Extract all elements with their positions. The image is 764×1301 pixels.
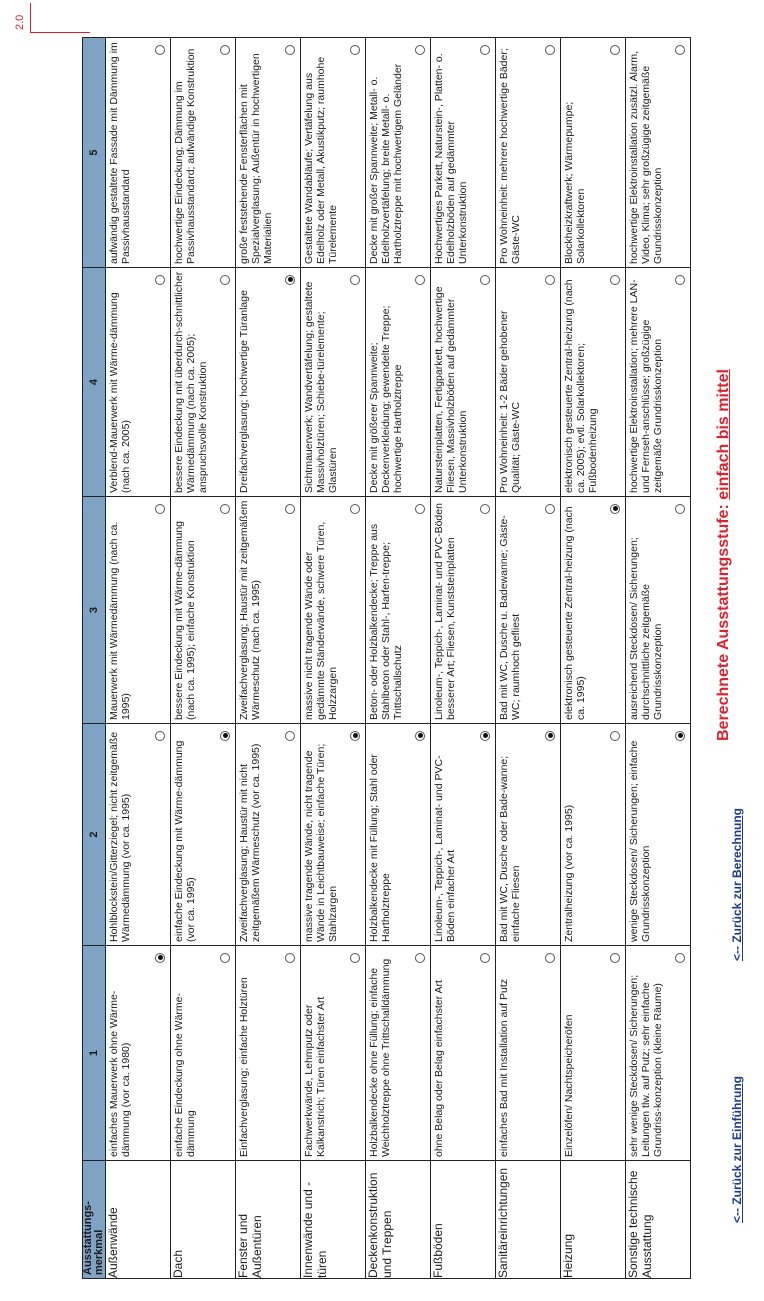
level-radio-button[interactable] xyxy=(285,953,295,963)
cell-text: massive tragende Wände, nicht tragende Wände in Leichtbauweise; einfache Türen; Stahlzargen xyxy=(303,743,339,942)
cell-content xyxy=(301,268,365,496)
cell-content xyxy=(561,724,625,945)
cell-text: aufwändig gestaltete Fassade mit Dämmung im Passivhausstandard xyxy=(108,42,132,264)
level-radio-button[interactable] xyxy=(155,504,165,514)
level-cell xyxy=(561,946,626,1161)
cell-text: Dreifachverglasung; hochwertige Türanlage xyxy=(238,290,250,493)
header-feature: Ausstattungs-merkmal xyxy=(83,1161,106,1279)
level-cell xyxy=(496,268,561,497)
cell-content xyxy=(431,268,495,496)
cell-content xyxy=(301,724,365,945)
level-radio-button[interactable] xyxy=(675,504,685,514)
cell-content xyxy=(366,268,430,496)
header-level-1: 1 xyxy=(83,946,106,1161)
level-radio-button[interactable] xyxy=(480,275,490,285)
features-table xyxy=(82,37,691,1279)
level-cell xyxy=(236,38,301,268)
level-radio-button[interactable] xyxy=(610,731,620,741)
level-radio-button[interactable] xyxy=(415,45,425,55)
level-radio-button[interactable] xyxy=(220,504,230,514)
cell-text: Natursteinplatten, Fertigparkett, hochwertige Fliesen, Massivholzböden auf gedämmter Unterkonstruktion xyxy=(433,286,469,493)
cell-text: Bad mit WC, Dusche oder Bade-wanne; einfache Fliesen xyxy=(498,755,522,942)
level-cell xyxy=(431,268,496,497)
level-radio-button[interactable] xyxy=(155,731,165,741)
level-cell xyxy=(431,497,496,724)
level-cell xyxy=(301,38,366,268)
result-label: Berechnete Ausstattungsstufe: xyxy=(715,499,732,741)
header-level-5: 5 xyxy=(83,38,106,268)
level-cell xyxy=(626,724,691,946)
table-row xyxy=(431,38,496,1279)
level-radio-button[interactable] xyxy=(350,275,360,285)
cell-text: einfaches Mauerwerk ohne Wärme-dämmung (vor ca. 1980) xyxy=(108,990,132,1157)
level-cell xyxy=(561,38,626,268)
cell-content xyxy=(236,268,300,496)
level-cell xyxy=(301,724,366,946)
level-cell xyxy=(366,497,431,724)
cell-text: Holzbalkendecke mit Füllung; Stahl oder Hartholztreppe xyxy=(368,754,392,942)
level-radio-button[interactable] xyxy=(610,275,620,285)
level-cell xyxy=(561,724,626,946)
level-radio-button[interactable] xyxy=(220,275,230,285)
cell-content xyxy=(431,497,495,723)
cell-text: einfache Eindeckung ohne Wärme-dämmung xyxy=(173,992,197,1157)
cell-content xyxy=(236,724,300,945)
cell-text: Pro Wohneinheit: 1-2 Bäder gehobener Qualität; Gäste-WC xyxy=(498,310,522,493)
cell-text: elektronisch gesteuerte Zentral-heizung (nach ca. 2005); evtl. Solarkollektoren; Fußbodenheizung xyxy=(563,279,599,493)
row-label: Sonstige technische Ausstattung xyxy=(626,1161,691,1279)
cell-content xyxy=(561,38,625,267)
level-cell xyxy=(106,946,171,1161)
cell-content xyxy=(626,946,690,1160)
level-cell xyxy=(366,724,431,946)
cell-text: bessere Eindeckung mit überdurch-schnittlicher Wärmedämmung (nach ca. 2005); anspruchsvolle Konstruktion xyxy=(173,271,209,493)
cell-text: Decke mit großer Spannweite; Metall- o. Edelholzvertäfelung; breite Metall- o. Hartholztreppe mit hochwertigem Geländer xyxy=(368,63,404,264)
level-cell xyxy=(496,38,561,268)
level-radio-button[interactable] xyxy=(350,953,360,963)
table-row xyxy=(236,38,301,1279)
level-radio-button[interactable] xyxy=(545,275,555,285)
level-radio-button[interactable] xyxy=(610,504,620,514)
level-cell xyxy=(171,724,236,946)
cell-content xyxy=(236,946,300,1160)
level-cell xyxy=(366,38,431,268)
level-radio-button[interactable] xyxy=(415,275,425,285)
cell-content xyxy=(171,946,235,1160)
cell-content xyxy=(431,724,495,945)
cell-text: ausreichend Steckdosen/ Sicherungen; durchschnittliche zeitgemäße Grundrisskonzeption xyxy=(628,537,664,720)
cell-content xyxy=(366,38,430,267)
cell-text: massive nicht tragende Wände oder gedämmte Ständerwände, schwere Türen, Holzzargen xyxy=(303,521,339,720)
level-cell xyxy=(496,724,561,946)
cell-text: ohne Belag oder Belag einfachster Art xyxy=(433,980,445,1157)
cell-content xyxy=(626,724,690,945)
cell-text: Pro Wohneinheit: mehrere hochwertige Bäder; Gäste-WC xyxy=(498,48,522,264)
level-cell xyxy=(301,946,366,1161)
row-label: Sanitäreinrichtungen xyxy=(496,1161,561,1279)
level-radio-button[interactable] xyxy=(675,953,685,963)
cell-content xyxy=(171,38,235,267)
level-cell xyxy=(626,946,691,1161)
cell-text: Decke mit größerer Spannweite; Deckenverkleidung; gewendelte Treppe; hochwertige Hartholztreppe xyxy=(368,305,404,493)
level-radio-button[interactable] xyxy=(545,45,555,55)
cell-content xyxy=(561,497,625,723)
cell-content xyxy=(431,38,495,267)
level-radio-button[interactable] xyxy=(350,45,360,55)
cell-text: einfache Eindeckung mit Wärme-dämmung (vor ca. 1995) xyxy=(173,740,197,942)
level-cell xyxy=(561,497,626,724)
row-label: Fenster und Außentüren xyxy=(236,1161,301,1279)
level-radio-button[interactable] xyxy=(675,731,685,741)
cell-text: Sichtmauerwerk; Wandvertäfelung; gestaltete Massivholztüren; Schiebe-türelemente; Glastüren xyxy=(303,281,339,493)
header-row xyxy=(83,38,106,1279)
cell-text: hochwertige Elektroinstallation zusätzl. Alarm, Video, Klima; sehr großzügige zeitgemäße Grundrisskonzeption xyxy=(628,50,664,264)
cell-text: Hochwertiges Parkett, Naturstein-, Platten- o. Edelholzböden auf gedämmter Unterkonstruktion xyxy=(433,53,469,264)
cell-content xyxy=(496,268,560,496)
level-radio-button[interactable] xyxy=(415,953,425,963)
level-radio-button[interactable] xyxy=(155,275,165,285)
version-marker-horizontal xyxy=(30,3,31,33)
result-line xyxy=(715,369,733,741)
level-radio-button[interactable] xyxy=(480,953,490,963)
cell-content xyxy=(171,268,235,496)
result-value: einfach bis mittel xyxy=(715,369,732,500)
level-radio-button[interactable] xyxy=(415,504,425,514)
cell-text: Gestaltete Wandabläufe; Vertäfelung aus Edelholz oder Metall, Akustikputz; raumhohe Türelemente xyxy=(303,56,339,264)
cell-text: Hohlblockstein/Gitterziegel; nicht zeitgemäße Wärmedämmung (vor ca. 1995) xyxy=(108,731,132,942)
cell-text: einfaches Bad mit Installation auf Putz xyxy=(498,978,510,1157)
level-cell xyxy=(106,268,171,497)
cell-text: Linoleum-, Teppich-, Laminat- und PVC-Böden einfacher Art xyxy=(433,755,457,942)
cell-text: sehr wenige Steckdosen/ Sicherungen; Leitungen tlw. auf Putz; sehr einfache Grundriss-konzeption (kleine Räume) xyxy=(628,974,664,1157)
table-row xyxy=(301,38,366,1279)
cell-content xyxy=(301,497,365,723)
level-cell xyxy=(626,268,691,497)
cell-text: Einfachverglasung; einfache Holztüren xyxy=(238,977,250,1157)
cell-text: wenige Steckdosen/ Sicherungen; einfache Grundrisskonzeption xyxy=(628,740,652,942)
cell-text: elektronisch gesteuerte Zentral-heizung (nach ca. 1995) xyxy=(563,506,587,720)
cell-text: Holzbalkendecke ohne Füllung; einfache Weichholztreppe ohne Trittschalldämmung xyxy=(368,958,392,1157)
table-row xyxy=(496,38,561,1279)
level-radio-button[interactable] xyxy=(675,45,685,55)
cell-content xyxy=(496,497,560,723)
level-radio-button[interactable] xyxy=(545,504,555,514)
cell-content xyxy=(106,38,170,267)
cell-text: Fachwerkwände, Lehmputz oder Kalkanstrich; Türen einfachster Art xyxy=(303,996,327,1157)
level-radio-button[interactable] xyxy=(545,953,555,963)
level-cell xyxy=(106,724,171,946)
level-cell xyxy=(236,268,301,497)
cell-content xyxy=(106,946,170,1160)
row-label: Deckenkonstruktion und Treppen xyxy=(366,1161,431,1279)
cell-text: Zweifachverglasung; Haustür mit zeitgemäßem Wärmeschutz (nach ca. 1995) xyxy=(238,500,262,720)
level-cell xyxy=(366,268,431,497)
cell-content xyxy=(626,268,690,496)
level-radio-button[interactable] xyxy=(610,45,620,55)
level-radio-button[interactable] xyxy=(415,731,425,741)
cell-text: Einzelöfen/ Nachtspeicheröfen xyxy=(563,1014,575,1157)
table-row xyxy=(626,38,691,1279)
cell-content xyxy=(626,38,690,267)
level-cell xyxy=(236,724,301,946)
cell-text: hochwertige Elektroinstallation; mehrere LAN- und Fernseh-anschlüsse; großzügige zeitgemäße Grundrisskonzeption xyxy=(628,279,664,493)
cell-content xyxy=(106,268,170,496)
level-radio-button[interactable] xyxy=(285,275,295,285)
level-radio-button[interactable] xyxy=(480,731,490,741)
level-cell xyxy=(301,497,366,724)
cell-text: Zweifachverglasung; Haustür mit nicht zeitgemäßem Wärmeschutz (vor ca. 1995) xyxy=(238,743,262,942)
level-cell xyxy=(496,497,561,724)
level-cell xyxy=(431,38,496,268)
cell-content xyxy=(301,38,365,267)
level-radio-button[interactable] xyxy=(350,504,360,514)
level-cell xyxy=(171,497,236,724)
level-cell xyxy=(171,38,236,268)
cell-content xyxy=(366,724,430,945)
cell-content xyxy=(106,724,170,945)
level-cell xyxy=(171,946,236,1161)
cell-content xyxy=(366,497,430,723)
row-label: Fußböden xyxy=(431,1161,496,1279)
level-radio-button[interactable] xyxy=(480,45,490,55)
level-cell xyxy=(236,946,301,1161)
cell-content xyxy=(561,268,625,496)
version-marker-vertical xyxy=(30,32,90,33)
cell-content xyxy=(236,497,300,723)
cell-text: bessere Eindeckung mit Wärme-dämmung (nach ca. 1995); einfache Konstruktion xyxy=(173,521,197,720)
level-radio-button[interactable] xyxy=(285,504,295,514)
level-radio-button[interactable] xyxy=(220,953,230,963)
level-radio-button[interactable] xyxy=(220,731,230,741)
level-radio-button[interactable] xyxy=(285,45,295,55)
cell-text: große feststehende Fensterflächen mit Spezialverglasung; Außentür in hochwertigen Materialien xyxy=(238,53,274,264)
level-radio-button[interactable] xyxy=(155,45,165,55)
cell-text: Bad mit WC, Dusche u. Badewanne; Gäste-WC; raumhoch gefliest xyxy=(498,515,522,720)
cell-content xyxy=(301,946,365,1160)
cell-content xyxy=(171,724,235,945)
cell-text: Zentralheizung (vor ca. 1995) xyxy=(563,804,575,942)
level-radio-button[interactable] xyxy=(350,731,360,741)
cell-content xyxy=(106,497,170,723)
cell-content xyxy=(626,497,690,723)
header-level-2: 2 xyxy=(83,724,106,946)
level-cell xyxy=(366,946,431,1161)
table-row xyxy=(171,38,236,1279)
cell-text: Linoleum-, Teppich-, Laminat- und PVC-Böden besserer Art; Fliesen, Kunststeinplatten xyxy=(433,503,457,720)
level-cell xyxy=(106,497,171,724)
version-label: 2.0 xyxy=(14,14,26,30)
cell-text: hochwertige Eindeckung; Dämmung im Passivhausstandard; aufwändige Konstruktion xyxy=(173,48,197,264)
row-label: Heizung xyxy=(561,1161,626,1279)
cell-content xyxy=(496,724,560,945)
cell-text: Mauerwerk mit Wärmedämmung (nach ca. 1995) xyxy=(108,521,132,720)
level-cell xyxy=(626,38,691,268)
header-level-4: 4 xyxy=(83,268,106,497)
back-to-introduction-link[interactable]: <-- Zurück zur Einführung xyxy=(730,1076,744,1223)
level-cell xyxy=(236,497,301,724)
level-radio-button[interactable] xyxy=(675,275,685,285)
level-cell xyxy=(171,268,236,497)
cell-text: Blockheizkraftwerk; Wärmepumpe; Solarkollektoren xyxy=(563,101,587,264)
level-radio-button[interactable] xyxy=(220,45,230,55)
level-cell xyxy=(626,497,691,724)
cell-content xyxy=(561,946,625,1160)
row-label: Innenwände und -türen xyxy=(301,1161,366,1279)
level-cell xyxy=(106,38,171,268)
level-cell xyxy=(431,724,496,946)
cell-content xyxy=(496,38,560,267)
level-cell xyxy=(431,946,496,1161)
cell-content xyxy=(431,946,495,1160)
level-radio-button[interactable] xyxy=(285,731,295,741)
level-radio-button[interactable] xyxy=(155,953,165,963)
level-radio-button[interactable] xyxy=(610,953,620,963)
cell-content xyxy=(171,497,235,723)
row-label: Außenwände xyxy=(106,1161,171,1279)
level-cell xyxy=(301,268,366,497)
back-to-calculation-link[interactable]: <-- Zurück zur Berechnung xyxy=(730,807,744,961)
cell-content xyxy=(366,946,430,1160)
cell-content xyxy=(236,38,300,267)
table-row xyxy=(106,38,171,1279)
cell-content xyxy=(496,946,560,1160)
table-row xyxy=(561,38,626,1279)
cell-text: Verblend-Mauerwerk mit Wärme-dämmung (nach ca. 2005) xyxy=(108,292,132,493)
table-row xyxy=(366,38,431,1279)
row-label: Dach xyxy=(171,1161,236,1279)
level-cell xyxy=(496,946,561,1161)
cell-text: Beton- oder Holzbalkendecke; Treppe aus Stahlbeton oder Stahl-, Harfen-treppe; Trittschallschutz xyxy=(368,523,404,720)
level-radio-button[interactable] xyxy=(545,731,555,741)
level-radio-button[interactable] xyxy=(480,504,490,514)
header-level-3: 3 xyxy=(83,497,106,724)
level-cell xyxy=(561,268,626,497)
